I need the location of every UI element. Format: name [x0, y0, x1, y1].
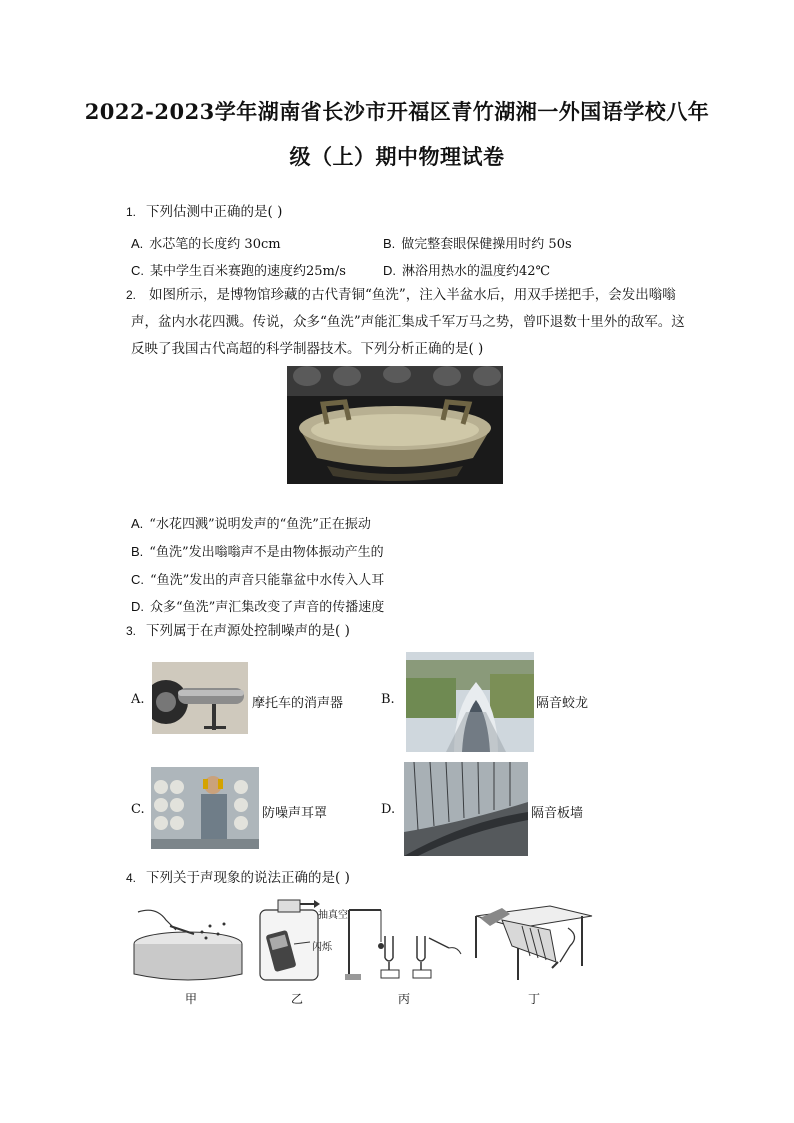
q1-option-c[interactable]: C. 某中学生百米赛跑的速度约25m/s — [131, 263, 346, 279]
bronze-basin-photo — [287, 366, 503, 484]
q3-option-a-text: 摩托车的消声器 — [252, 696, 344, 711]
sound-barrier-wall-photo — [404, 762, 528, 856]
q3-option-b-text: 隔音蛟龙 — [536, 696, 589, 711]
q3-option-a-label[interactable]: A. — [131, 692, 145, 707]
q1-option-a[interactable]: A. 水芯笔的长度约 30cm — [131, 236, 281, 252]
vacuum-label: 抽真空 — [318, 910, 348, 921]
noise-tunnel-photo — [406, 652, 534, 752]
question-text: 下列估测中正确的是( ) — [146, 204, 283, 220]
figure-label-ding: 丁 — [528, 992, 541, 1006]
motorcycle-muffler-photo — [152, 662, 248, 734]
figure-jia-drum — [132, 904, 244, 982]
q1-option-d[interactable]: D. 淋浴用热水的温度约42℃ — [383, 263, 551, 279]
ear-protector-photo — [151, 767, 259, 849]
figure-ding-ruler-table — [472, 902, 600, 986]
q3-option-c-label[interactable]: C. — [131, 802, 145, 817]
q2-option-b[interactable]: B. “鱼洗”发出嗡嗡声不是由物体振动产生的 — [131, 544, 384, 560]
q3-option-b-label[interactable]: B. — [381, 692, 395, 707]
question-3: 3. 下列属于在声源处控制噪声的是( ) — [126, 623, 350, 639]
q2-option-c[interactable]: C. “鱼洗”发出的声音只能靠盆中水传入人耳 — [131, 572, 385, 588]
q3-option-c-text: 防噪声耳罩 — [262, 806, 328, 821]
figure-bing-tuning-forks — [345, 906, 465, 982]
question-2-text: 如图所示，是博物馆珍藏的古代青铜“鱼洗”，注入半盆水后，用双手搓把手，会发出嗡嗡声，盆内水花四溅。传说，众多“鱼洗”声能汇集成千军万马之势，曾吓退数十里外的敌军。这反映了我国古代高超的科学制器技术。下列分析正确的是( ) — [131, 287, 685, 357]
q2-option-d[interactable]: D. 众多“鱼洗”声汇集改变了声音的传播速度 — [131, 599, 385, 615]
question-1 — [126, 199, 282, 226]
figure-label-bing: 丙 — [398, 992, 411, 1006]
question-number: 1. — [126, 205, 137, 219]
page-title-line1: 2022-2023学年湖南省长沙市开福区青竹湖湘一外国语学校八年 — [84, 99, 710, 124]
question-4: 4. 下列关于声现象的说法正确的是( ) — [126, 870, 350, 886]
figure-label-yi: 乙 — [291, 992, 304, 1006]
figure-label-jia: 甲 — [185, 992, 198, 1006]
q3-option-d-label[interactable]: D. — [381, 802, 396, 817]
q2-option-a[interactable]: A. “水花四溅”说明发声的“鱼洗”正在振动 — [131, 516, 371, 532]
question-2-number: 2. — [126, 288, 137, 302]
q3-option-d-text: 隔音板墙 — [531, 806, 584, 821]
page-title-line2: 级（上）期中物理试卷 — [289, 144, 505, 169]
flash-label: 闪烁 — [312, 942, 332, 953]
q1-option-b[interactable]: B. 做完整套眼保健操用时约 50s — [383, 236, 572, 252]
